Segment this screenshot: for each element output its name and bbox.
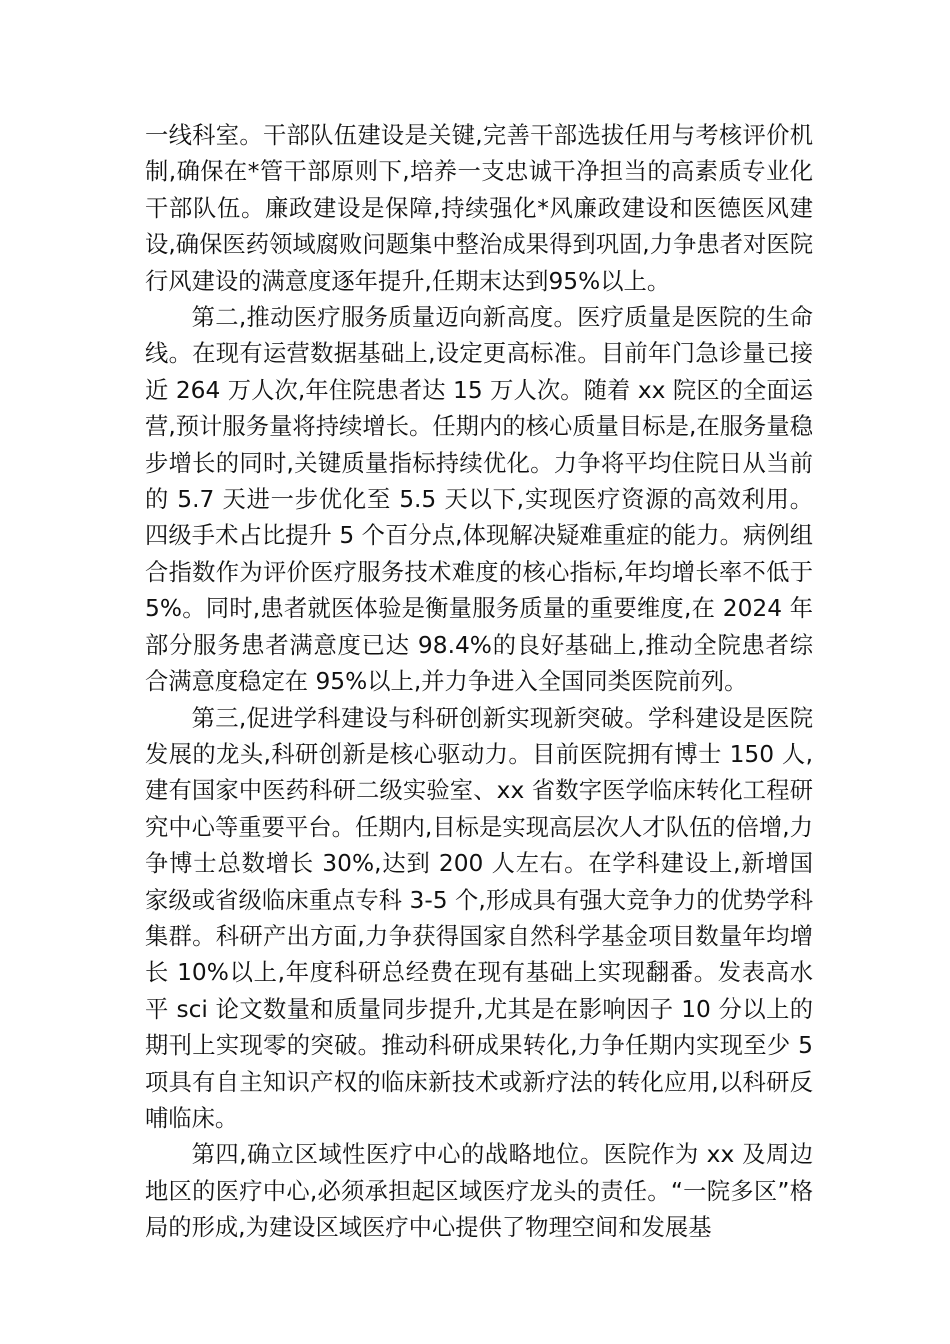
paragraph-3: 第三,促进学科建设与科研创新实现新突破。学科建设是医院发展的龙头,科研创新是核心驱动力。目前医院拥有博士 150 人,建有国家中医药科研二级实验室、xx 省数字医学临床转化工程研究中心等重要平台。任期内,目标是实现高层次人才队伍的倍增,力争博士总数增长 30%,达到 200 人左右。在学科建设上,新增国家级或省级临床重点专科 3-5 个,形成具有强大竞争力的优势学科集群。科研产出方面,力争获得国家自然科学基金项目数量年均增长 10%以上,年度科研总经费在现有基础上实现翻番。发表高水平 sci 论文数量和质量同步提升,尤其是在影响因子 10 分以上的期刊上实现零的突破。推动科研成果转化,力争任期内实现至少 5 项具有自主知识产权的临床新技术或新疗法的转化应用,以科研反哺临床。 [145, 704, 813, 1132]
document-page [145, 118, 813, 1247]
paragraph-4: 第四,确立区域性医疗中心的战略地位。医院作为 xx 及周边地区的医疗中心,必须承担起区域医疗龙头的责任。“一院多区”格局的形成,为建设区域医疗中心提供了物理空间和发展基 [145, 1141, 813, 1242]
paragraph-1: 一线科室。干部队伍建设是关键,完善干部选拔任用与考核评价机制,确保在*管干部原则下,培养一支忠诚干净担当的高素质专业化干部队伍。廉政建设是保障,持续强化*风廉政建设和医德医风建设,确保医药领域腐败问题集中整治成果得到巩固,力争患者对医院行风建设的满意度逐年提升,任期末达到95%以上。 [145, 122, 813, 295]
paragraph-2: 第二,推动医疗服务质量迈向新高度。医疗质量是医院的生命线。在现有运营数据基础上,设定更高标准。目前年门急诊量已接近 264 万人次,年住院患者达 15 万人次。随着 xx 院区的全面运营,预计服务量将持续增长。任期内的核心质量目标是,在服务量稳步增长的同时,关键质量指标持续优化。力争将平均住院日从当前的 5.7 天进一步优化至 5.5 天以下,实现医疗资源的高效利用。四级手术占比提升 5 个百分点,体现解决疑难重症的能力。病例组合指数作为评价医疗服务技术难度的核心指标,年均增长率不低于 5%。同时,患者就医体验是衡量服务质量的重要维度,在 2024 年部分服务患者满意度已达 98.4%的良好基础上,推动全院患者综合满意度稳定在 95%以上,并力争进入全国同类医院前列。 [145, 304, 813, 696]
